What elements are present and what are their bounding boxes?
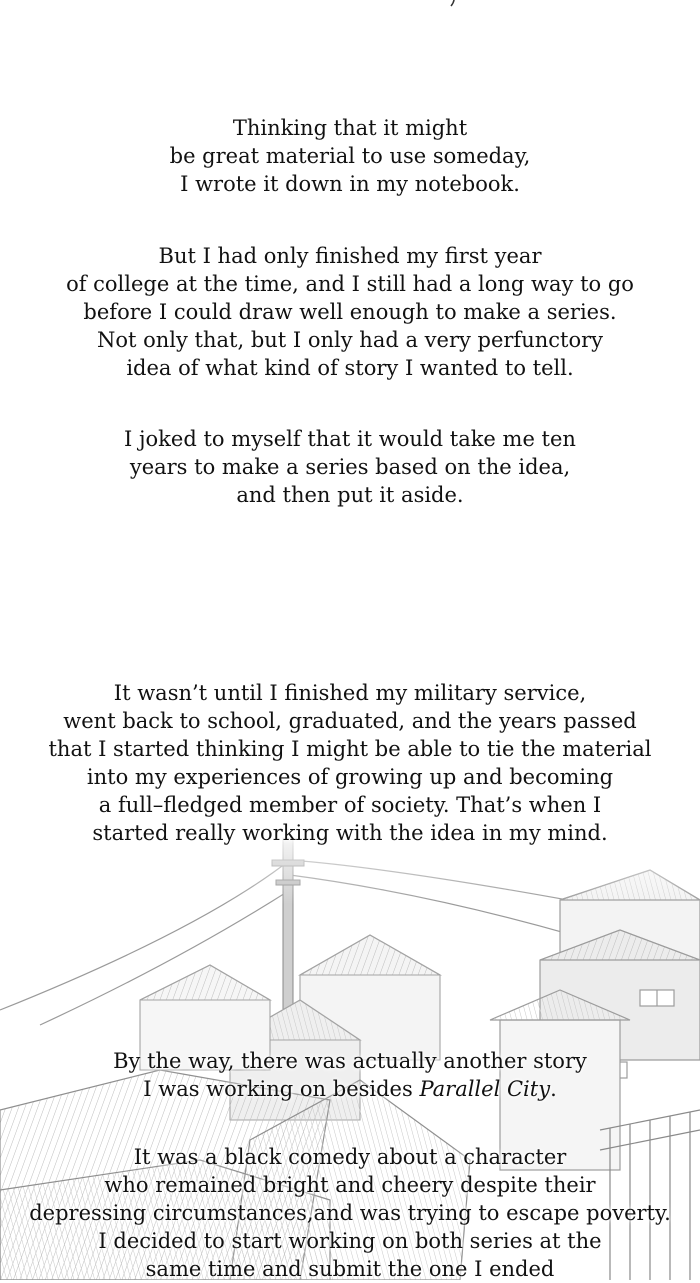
paragraph-6 [0, 1143, 700, 1283]
text-line: a full–fledged member of society. That’s when I [98, 793, 602, 817]
text-line: idea of what kind of story I wanted to tell. [126, 356, 574, 380]
paragraph-5 [0, 1047, 700, 1103]
top-edge-mark [448, 0, 458, 8]
text-line: and then put it aside. [236, 483, 464, 507]
paragraph-4 [0, 679, 700, 847]
text-line: It was a black comedy about a character [133, 1145, 567, 1169]
text-line: into my experiences of growing up and becoming [86, 765, 614, 789]
text-line: But I had only finished my first year [158, 244, 542, 268]
paragraph-2 [0, 242, 700, 382]
text-line: Thinking that it might [232, 116, 468, 140]
text-line: I joked to myself that it would take me ten [124, 427, 576, 451]
text-line: I decided to start working on both series at the [98, 1229, 602, 1253]
text-line: who remained bright and cheery despite their [104, 1173, 596, 1197]
text-line: same time and submit the one I ended [145, 1257, 555, 1281]
text-suffix: . [550, 1077, 557, 1101]
text-line: started really working with the idea in my mind. [92, 821, 608, 845]
text-line: of college at the time, and I still had a long way to go [66, 272, 634, 296]
text-line: Not only that, but I only had a very perfunctory [96, 328, 603, 352]
text-line [0, 1075, 700, 1103]
text-line: be great material to use someday, [169, 144, 531, 168]
paragraph-1 [0, 114, 700, 198]
text-line: years to make a series based on the idea, [129, 455, 571, 479]
text-line: before I could draw well enough to make a series. [83, 300, 617, 324]
text-line: that I started thinking I might be able to tie the material [48, 737, 652, 761]
text-line: It wasn’t until I finished my military service, [113, 681, 587, 705]
title-italic: Parallel City [419, 1077, 551, 1101]
text-line: I wrote it down in my notebook. [180, 172, 520, 196]
text-line: By the way, there was actually another story [113, 1049, 587, 1073]
text-prefix: I was working on besides [143, 1077, 420, 1101]
paragraph-3 [0, 425, 700, 509]
text-line: went back to school, graduated, and the years passed [63, 709, 637, 733]
text-line: depressing circumstances,and was trying to escape poverty. [29, 1201, 671, 1225]
